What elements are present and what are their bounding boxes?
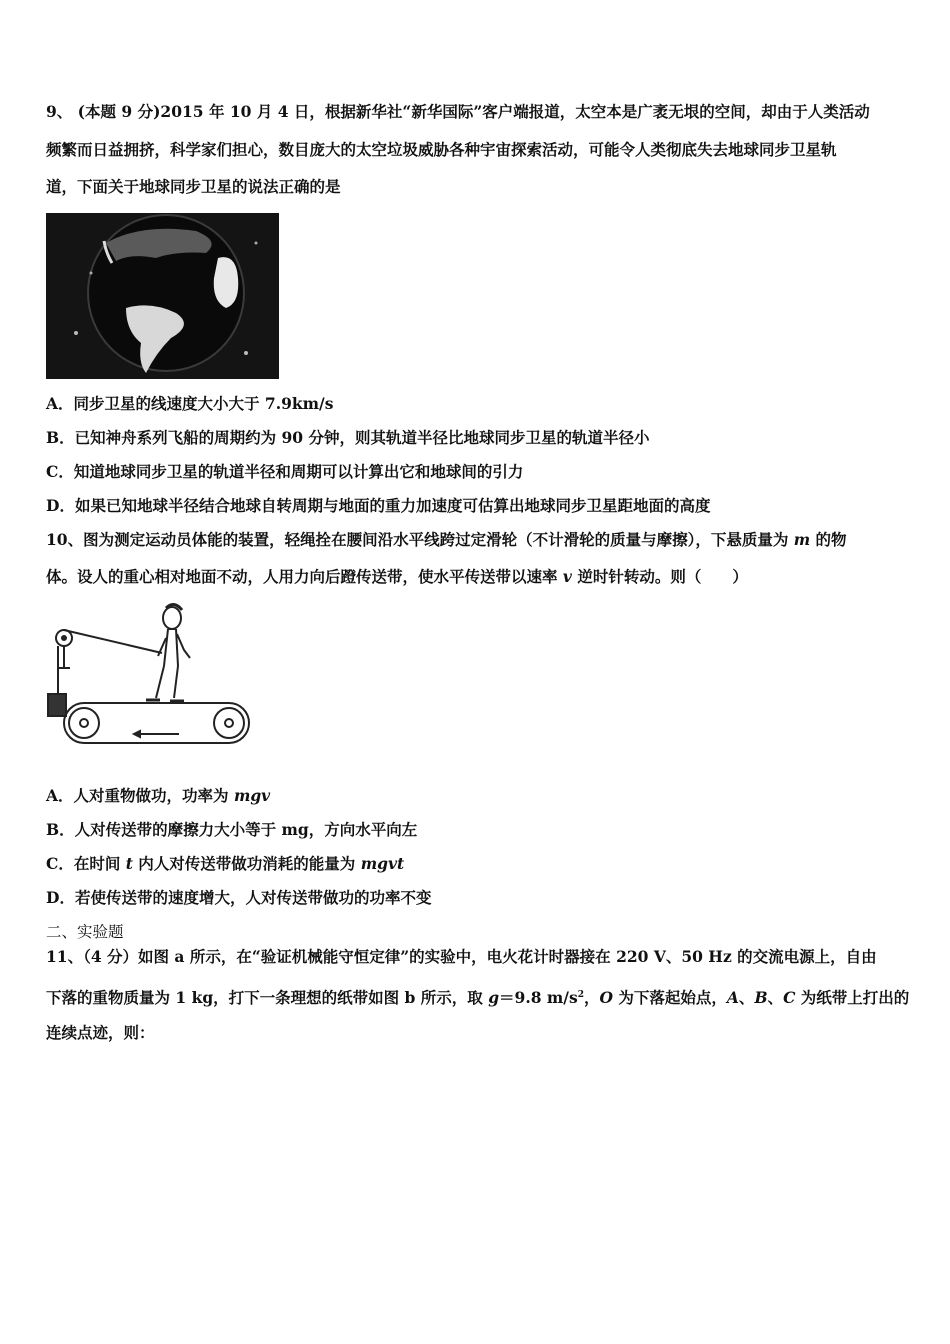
q9-option-c: C．知道地球同步卫星的轨道半径和周期可以计算出它和地球间的引力 xyxy=(46,462,524,481)
q10-var-t: t xyxy=(125,854,133,873)
q11-line-2-text-d: 为下落起始点， xyxy=(612,988,727,1008)
q10-line-1-text-b: 的物 xyxy=(810,530,847,549)
q11-line-2 xyxy=(46,985,909,1008)
q10-line-2 xyxy=(46,567,748,587)
q11-sep-1: 、 xyxy=(738,988,755,1008)
q11-superscript: 2 xyxy=(577,990,584,1000)
q11-var-c: C xyxy=(783,988,796,1008)
q11-line-1: 11、（4 分）如图 a 所示，在“验证机械能守恒定律”的实验中，电火花计时器接在 220 V、50 Hz 的交流电源上，自由 xyxy=(46,947,877,966)
q11-line-2-text-e: 为纸带上打出的 xyxy=(795,988,910,1008)
q11-var-a: A xyxy=(726,988,739,1008)
q10-option-a-text: A．人对重物做功，功率为 xyxy=(46,786,234,805)
q10-line-2-text-a: 体。设人的重心相对地面不动，人用力向后蹬传送带，使水平传送带以速率 xyxy=(46,567,563,586)
q11-comma: ， xyxy=(583,988,600,1008)
q11-var-o: O xyxy=(599,988,613,1008)
q11-line-2-text-b: ＝9.8 m/s xyxy=(499,988,578,1008)
q10-option-a-var: mgv xyxy=(233,786,271,805)
treadmill-figure xyxy=(44,598,254,748)
q10-option-c xyxy=(46,854,404,874)
earth-image xyxy=(46,213,279,379)
q9-line-3: 道，下面关于地球同步卫星的说法正确的是 xyxy=(46,177,341,196)
q10-var-v: v xyxy=(562,567,572,586)
q10-option-c-var: mgvt xyxy=(360,854,405,873)
section-heading-experiment: 二、实验题 xyxy=(46,923,124,941)
q9-option-a: A．同步卫星的线速度大小大于 7.9km/s xyxy=(46,394,334,413)
q10-option-a xyxy=(46,786,270,806)
q11-line-3: 连续点迹，则： xyxy=(46,1023,155,1042)
q10-option-c-text-b: 内人对传送带做功消耗的能量为 xyxy=(132,854,361,873)
q9-line-2: 频繁而日益拥挤，科学家们担心，数目庞大的太空垃圾威胁各种宇宙探索活动，可能令人类彻底失去地球同步卫星轨 xyxy=(46,140,837,159)
q11-var-b: B xyxy=(754,988,768,1008)
q11-line-2-text-a: 下落的重物质量为 1 kg，打下一条理想的纸带如图 b 所示，取 xyxy=(46,988,489,1008)
q10-option-b: B．人对传送带的摩擦力大小等于 mg，方向水平向左 xyxy=(46,820,418,839)
q10-option-c-text-a: C．在时间 xyxy=(46,854,126,873)
q9-line-1: 9、 (本题 9 分)2015 年 10 月 4 日，根据新华社“新华国际”客户端报道，太空本是广袤无垠的空间，却由于人类活动 xyxy=(46,102,870,121)
q10-line-1 xyxy=(46,530,847,550)
q9-option-d: D．如果已知地球半径结合地球自转周期与地面的重力加速度可估算出地球同步卫星距地面的高度 xyxy=(46,496,711,515)
q10-line-1-text-a: 10、图为测定运动员体能的装置，轻绳拴在腰间沿水平线跨过定滑轮（不计滑轮的质量与摩擦），下悬质量为 xyxy=(46,530,794,549)
q10-line-2-text-b: 逆时针转动。则（ ） xyxy=(571,567,748,586)
q10-option-d: D．若使传送带的速度增大，人对传送带做功的功率不变 xyxy=(46,888,432,907)
q9-option-b: B．已知神舟系列飞船的周期约为 90 分钟，则其轨道半径比地球同步卫星的轨道半径小 xyxy=(46,428,650,447)
q10-var-m: m xyxy=(793,530,811,549)
q11-sep-2: 、 xyxy=(767,988,784,1008)
q11-var-g: g xyxy=(488,988,500,1008)
